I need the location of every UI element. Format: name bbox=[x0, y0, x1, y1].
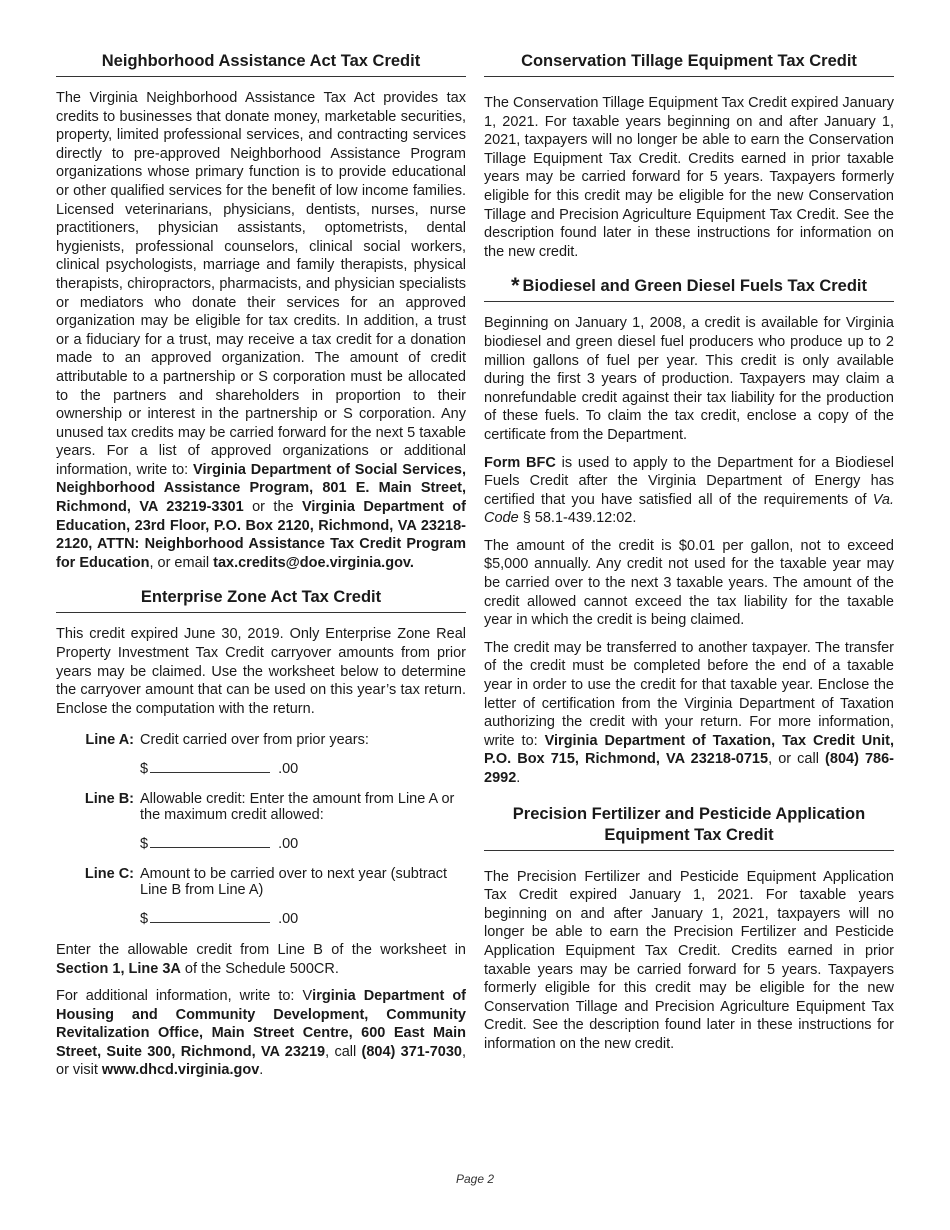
bio-p2-text: is used to apply to the Department for a Biodiesel Fuels Credit after the Virginia Department of Energy has certified that you have satisfied all of the requirements of bbox=[484, 454, 894, 508]
nap-title: Neighborhood Assistance Act Tax Credit bbox=[56, 51, 466, 77]
nap-address-dss: Virginia Department of Social Services, Neighborhood Assistance Program, 801 E. Main Street, Richmond, VA 23219-3301 bbox=[56, 461, 466, 516]
right-column bbox=[484, 51, 894, 1054]
ez-info bbox=[56, 987, 466, 1080]
line-c-amount bbox=[140, 909, 466, 927]
line-b-label: Line B: bbox=[84, 790, 134, 807]
currency-sign: $ bbox=[140, 760, 149, 777]
line-c-row bbox=[56, 866, 466, 899]
ez-enter-tail: of the Schedule 500CR. bbox=[180, 960, 339, 977]
line-a-text: Credit carried over from prior years: bbox=[140, 732, 369, 749]
pfp-title-line1: Precision Fertilizer and Pesticide Application bbox=[512, 804, 866, 823]
bio-p4-phone: (804) 786-2992 bbox=[484, 751, 895, 786]
bio-p3: The amount of the credit is $0.01 per gallon, not to exceed $5,000 annually. Any credit not used for the taxable year may be carried over to the next 3 taxable years. The amount of the credit allowed cannot exceed the tax liability for the taxable year in which the credit is being claimed. bbox=[484, 537, 894, 629]
currency-sign: $ bbox=[140, 910, 149, 927]
ez-enter-lead: Enter the allowable credit from Line B of the worksheet in bbox=[56, 941, 466, 958]
bio-title-text: Biodiesel and Green Diesel Fuels Tax Credit bbox=[522, 277, 868, 296]
pfp-title bbox=[484, 804, 894, 851]
nap-email: tax.credits@doe.virginia.gov. bbox=[213, 554, 414, 571]
bio-va-code: Va. Code bbox=[484, 491, 894, 527]
bio-p4-end: . bbox=[516, 770, 521, 786]
bio-p4-text: The credit may be transferred to another taxpayer. The transfer of the credit must be completed before the end of a taxable year in order to use the credit for that taxable year. Enclose the letter of certification from the Virginia Department of Taxation authorizing the credit with your return. For more information, write to: bbox=[484, 639, 894, 749]
nap-address-doe: Virginia Department of Education, 23rd Floor, P.O. Box 2120, Richmond, VA 23218-2120, ATTN: Neighborhood Assistance Tax Credit Program for Education bbox=[56, 499, 466, 571]
nap-or: or the bbox=[243, 499, 302, 516]
nap-body-text: The Virginia Neighborhood Assistance Tax Act provides tax credits to businesses that donate money, marketable securities, property, limited professional services, and contracting services directly to pre-approved Neighborhood Assistance Program organizations whose primary function is to provide educational or other qualified services for the benefit of low income families. Licensed veterinarians, physicians, dentists, nurses, nurse practitioners, physician assistants, optometrists, dental hygienists, professional counselors, clinical social workers, clinical psychologists, marriage and family therapists, physical therapists, chiropractors, pharmacists, and physician specialists or mediators who donate their services for an approved organization may be eligible for tax credits. In addition, a trust or a fiduciary for a trust, may receive a tax credit for a donation made to an approved organization. The amount of credit attributable to a partnership or S corporation must be allocated to the partners and shareholders in proportion to their ownership or interest in the partnership or S corporation. Any unused tax credits may be carried forward for the next 5 taxable years. For a list of approved organizations or additional information, write to: bbox=[56, 90, 466, 478]
line-b-amount bbox=[140, 834, 466, 852]
bio-p1: Beginning on January 1, 2008, a credit is available for Virginia biodiesel and green diesel fuel producers who produce up to 2 million gallons of fuel per year. This credit is only available during the first 3 years of production. Taxpayers may claim a nonrefundable credit against their tax liability for the production of these fuels. To claim the tax credit, enclose a copy of the certificate from the Department. bbox=[484, 315, 894, 443]
star-icon: * bbox=[510, 273, 520, 299]
line-a-row bbox=[56, 732, 466, 749]
bio-p2-end: § 58.1-439.12:02. bbox=[518, 510, 637, 527]
ez-info-end: . bbox=[259, 1062, 264, 1079]
nap-body bbox=[56, 89, 466, 572]
bio-form-bfc: Form BFC bbox=[484, 454, 556, 471]
cents: .00 bbox=[278, 910, 299, 927]
ez-info-address: irginia Department of Housing and Community Development, Community Revitalization Office, Main Street Centre, 600 East Main Street, Suite 300, Richmond, VA 23219 bbox=[56, 988, 467, 1060]
ez-body: This credit expired June 30, 2019. Only Enterprise Zone Real Property Investment Tax Credit carryover amounts from prior years may be claimed. Use the worksheet below to determine the carryover amount that can be used on this year’s tax return. Enclose the computation with the return. bbox=[56, 626, 466, 717]
ez-info-website[interactable]: www.dhcd.virginia.gov bbox=[101, 1062, 260, 1079]
left-column bbox=[56, 51, 466, 1080]
bio-title bbox=[484, 275, 894, 302]
ez-info-visit: , or visit bbox=[56, 1043, 466, 1079]
line-a-label: Line A: bbox=[85, 732, 134, 749]
line-c-text: Amount to be carried over to next year (subtract Line B from Line A) bbox=[140, 865, 448, 899]
bio-p4-address: Virginia Department of Taxation, Tax Credit Unit, P.O. Box 715, Richmond, VA 23218-0715 bbox=[484, 732, 894, 768]
line-b-text: Allowable credit: Enter the amount from Line A or the maximum credit allowed: bbox=[140, 790, 455, 824]
ez-info-call: , call bbox=[325, 1043, 362, 1060]
currency-sign: $ bbox=[140, 835, 149, 852]
ez-info-lead: For additional information, write to: V bbox=[56, 988, 313, 1005]
bio-p2 bbox=[484, 454, 894, 528]
line-b-row bbox=[56, 791, 466, 824]
nap-email-lead: , or email bbox=[149, 554, 214, 571]
pfp-title-line2: Equipment Tax Credit bbox=[604, 825, 774, 844]
pfp-body: The Precision Fertilizer and Pesticide Equipment Application Tax Credit expired January 1, 2021. For taxable years beginning on and after January 1, 2021, taxpayers will no longer be able to earn the Precision Fertilizer and Pesticide Application Equipment Tax Credit. Credits earned in prior taxable years may be carried forward for 5 years. Taxpayers formerly eligible for this credit may be eligible for the new Conservation Tillage and Precision Agriculture Equipment Tax Credit. See the description found later in these instructions for information on the new credit. bbox=[484, 868, 894, 1052]
ez-enter-instruction bbox=[56, 941, 466, 978]
ez-worksheet bbox=[56, 732, 466, 927]
bio-p4-call: , or call bbox=[768, 751, 826, 768]
line-c-blank[interactable] bbox=[150, 909, 270, 923]
cents: .00 bbox=[278, 835, 299, 852]
line-b-blank[interactable] bbox=[150, 834, 270, 848]
line-a-blank[interactable] bbox=[150, 759, 270, 773]
cte-title: Conservation Tillage Equipment Tax Credit bbox=[484, 51, 894, 77]
page-number: Page 2 bbox=[455, 1172, 495, 1186]
line-c-label: Line C: bbox=[84, 865, 134, 882]
ez-info-phone: (804) 371-7030 bbox=[361, 1043, 462, 1060]
ez-enter-section: Section 1, Line 3A bbox=[56, 960, 181, 977]
cte-body: The Conservation Tillage Equipment Tax Credit expired January 1, 2021. For taxable years beginning on and after January 1, 2021, taxpayers will no longer be able to earn the Conservation Tillage Equipment Tax Credit. Credits earned in prior taxable years may be carried forward for 5 years. Taxpayers formerly eligible for this credit may be eligible for the new Conservation Tillage and Precision Agriculture Equipment Tax Credit. See the description found later in these instructions for information on the new credit. bbox=[484, 95, 894, 260]
ez-title: Enterprise Zone Act Tax Credit bbox=[56, 587, 466, 613]
line-a-amount bbox=[140, 759, 466, 777]
bio-p4 bbox=[484, 639, 894, 788]
cents: .00 bbox=[278, 760, 299, 777]
